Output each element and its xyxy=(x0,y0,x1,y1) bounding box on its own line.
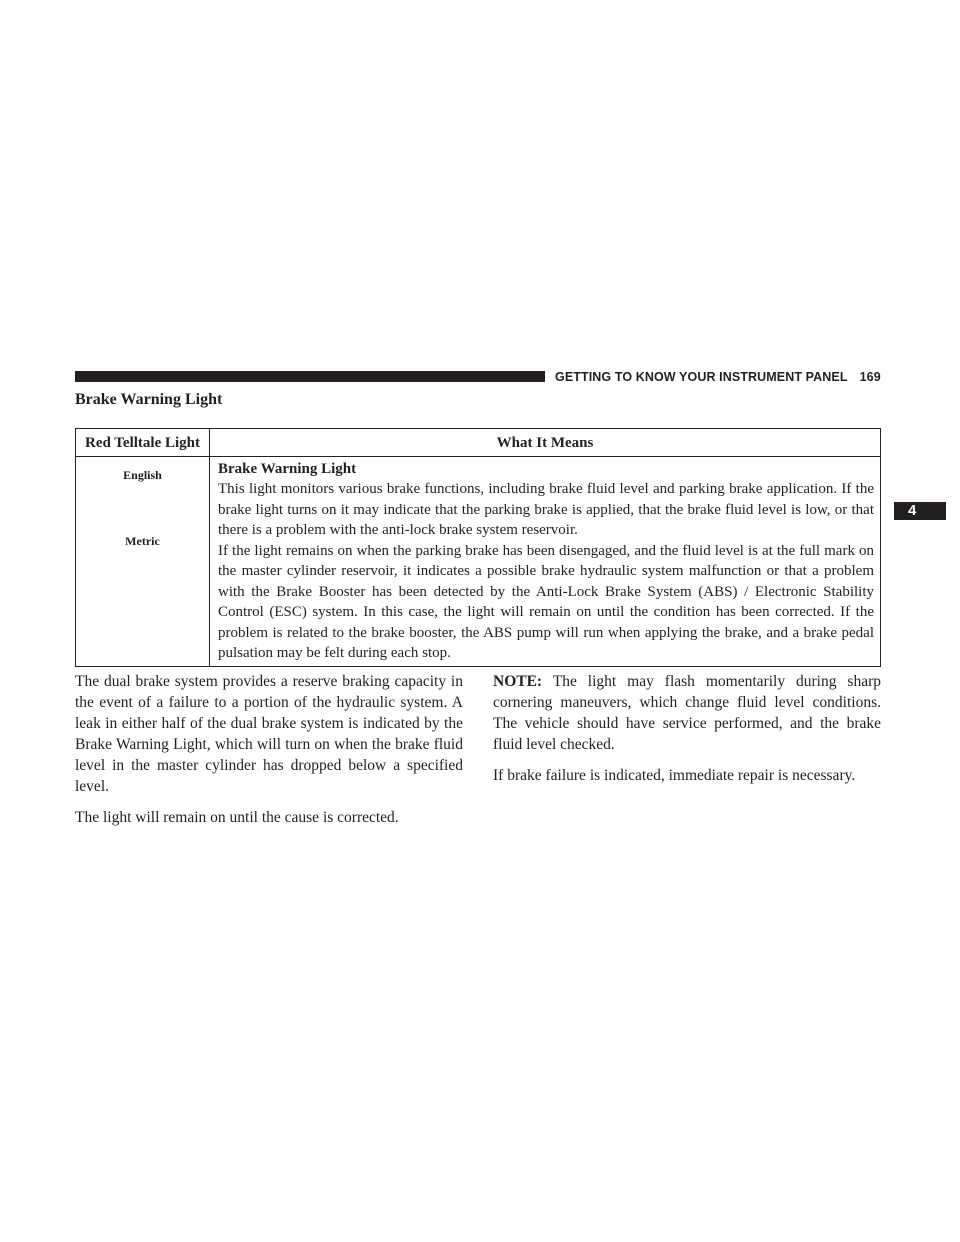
header-title: GETTING TO KNOW YOUR INSTRUMENT PANEL xyxy=(555,370,848,384)
note-label: NOTE: xyxy=(493,673,543,690)
right-column xyxy=(493,671,881,796)
chapter-tab: 4 xyxy=(894,502,946,520)
means-cell xyxy=(210,456,881,666)
header-red-telltale-light: Red Telltale Light xyxy=(76,429,210,457)
left-column xyxy=(75,671,463,838)
telltale-english-label: English xyxy=(123,467,162,482)
page-number: 169 xyxy=(859,370,881,384)
means-title: Brake Warning Light xyxy=(218,460,357,477)
body-paragraph: If brake failure is indicated, immediate repair is necessary. xyxy=(493,767,856,784)
header-what-it-means: What It Means xyxy=(210,429,881,457)
telltale-metric-label: Metric xyxy=(125,534,160,548)
header-rule xyxy=(75,371,545,382)
telltale-table xyxy=(75,428,881,667)
means-paragraph: This light monitors various brake functions, including brake fluid level and parking brake application. If the brake light turns on it may indicate that the parking brake is applied, that the brake fluid level is low, or that there is a problem with the anti-lock brake system reservoir. xyxy=(218,481,874,538)
table-header-row xyxy=(76,429,881,457)
body-paragraph: The dual brake system provides a reserve braking capacity in the event of a failure to a portion of the hydraulic system. A leak in either half of the dual brake system is indicated by the Brake Warning Light, which will turn on when the brake fluid level in the master cylinder has dropped below a specified level. xyxy=(75,673,463,795)
note-text: The light may flash momentarily during sharp cornering maneuvers, which change fluid level conditions. The vehicle should have service performed, and the brake fluid level checked. xyxy=(493,673,881,753)
telltale-cell xyxy=(76,456,210,666)
table-row xyxy=(76,456,881,666)
running-header xyxy=(555,367,881,387)
body-paragraph: The light will remain on until the cause is corrected. xyxy=(75,809,399,826)
means-paragraph: If the light remains on when the parking brake has been disengaged, and the fluid level is at the full mark on the master cylinder reservoir, it indicates a possible brake hydraulic system malfunction or that a problem with the Brake Booster has been detected by the Anti-Lock Brake System (ABS) / Electronic Stability Control (ESC) system. In this case, the light will remain on until the condition has been corrected. If the problem is related to the brake booster, the ABS pump will run when applying the brake, and a brake pedal pulsation may be felt during each stop. xyxy=(218,542,874,661)
section-title: Brake Warning Light xyxy=(75,391,223,408)
note-paragraph xyxy=(493,671,881,755)
